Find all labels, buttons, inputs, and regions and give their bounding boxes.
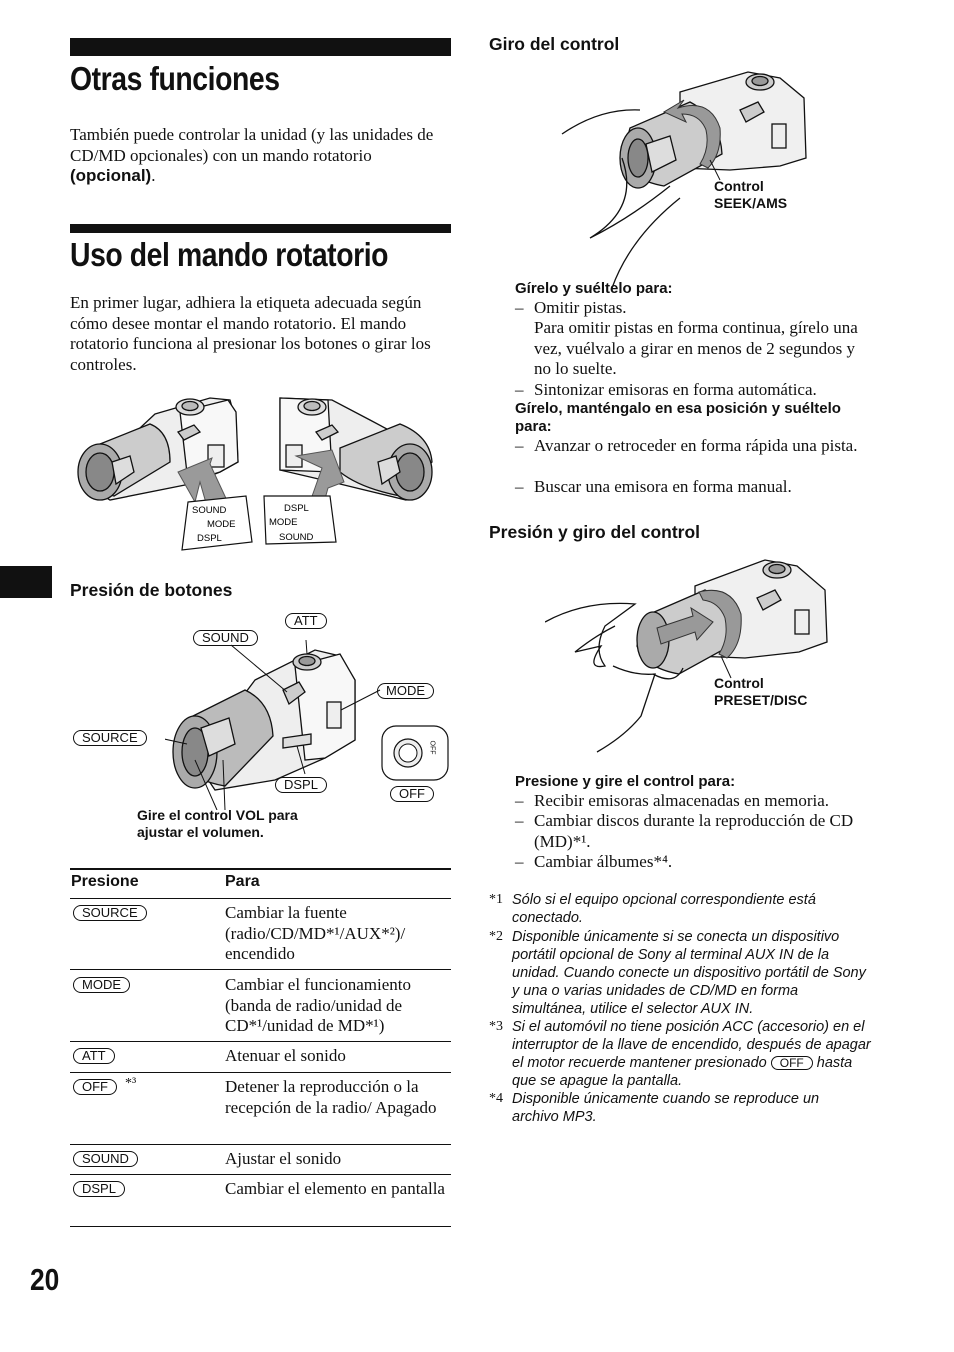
dash-marker: – [515, 380, 524, 399]
title-rule-2 [70, 224, 451, 233]
table-top-rule [70, 868, 451, 870]
dash-marker: – [515, 477, 524, 496]
pressrotate-sub: Presione y gire el control para: [515, 773, 736, 790]
preset-disc-illustration [545, 556, 835, 756]
intro-paragraph: También puede controlar la unidad (y las unidades de CD/MD opcionales) con un mando rotatorio (opcional). [70, 125, 434, 185]
table-desc-source: Cambiar la fuente (radio/CD/MD*¹/AUX*²)/ encendido [225, 903, 406, 963]
dash-marker: – [515, 852, 524, 871]
seek-ams-label-1: Control [714, 178, 764, 194]
table-row-rule [70, 969, 451, 970]
sticker-left-line3: DSPL [197, 533, 222, 544]
section-tab-marker [0, 566, 52, 598]
table-bottom-rule [70, 1226, 451, 1227]
dash-marker: – [515, 298, 524, 317]
table-key-att: ATT [73, 1048, 115, 1064]
preset-disc-label-1: Control [714, 675, 764, 691]
table-desc-att: Atenuar el sonido [225, 1046, 346, 1065]
seek-ams-label-2: SEEK/AMS [714, 195, 788, 211]
footnote-off-key: OFF [771, 1056, 813, 1070]
page-number: 20 [30, 1262, 60, 1297]
seek-ams-illustration [560, 68, 820, 292]
table-col-presione: Presione [71, 873, 139, 890]
dash-marker: – [515, 811, 524, 830]
sticker-right-line2: MODE [269, 517, 298, 528]
table-desc-dspl: Cambiar el elemento en pantalla [225, 1179, 445, 1198]
dspl-callout: DSPL [275, 777, 327, 793]
rotate-heading: Giro del control [489, 34, 620, 54]
table-desc-mode: Cambiar el funcionamiento (banda de radio/unidad de CD*¹/unidad de MD*¹) [225, 975, 411, 1035]
section-title-uso-mando: Uso del mando rotatorio [70, 236, 389, 273]
table-desc-off: Detener la reproducción o la recepción de la radio/ Apagado [225, 1077, 437, 1117]
table-desc-sound: Ajustar el sonido [225, 1149, 342, 1168]
table-key-source: SOURCE [73, 905, 147, 921]
table-header-rule [70, 898, 451, 899]
rotate-item1-detail: Para omitir pistas en forma continua, gírelo una vez, vuélvalo a girar en menos de 2 segundos y no lo suelte. [534, 318, 858, 378]
sticker-right-line1: DSPL [284, 503, 309, 514]
sound-callout: SOUND [193, 630, 258, 646]
off-callout: OFF [390, 786, 434, 802]
sticker-left-line1: SOUND [192, 505, 227, 516]
table-row-rule [70, 1041, 451, 1042]
source-callout: SOURCE [73, 730, 147, 746]
buttons-heading: Presión de botones [70, 580, 233, 600]
sticker-right-line3: SOUND [279, 532, 314, 543]
rotate-sub1: Gírelo y suéltelo para: [515, 280, 673, 297]
table-col-para: Para [225, 873, 260, 890]
usage-paragraph: En primer lugar, adhiera la etiqueta adecuada según cómo desee montar el mando rotatorio. El mando rotatorio funciona al presionar los botones o girar los controles. [70, 293, 431, 374]
right-knob-drawing [280, 398, 432, 500]
title-rule-1 [70, 38, 451, 56]
mode-callout: MODE [377, 683, 434, 699]
table-row-rule [70, 1144, 451, 1145]
table-key-sound: SOUND [73, 1151, 138, 1167]
table-row-rule [70, 1174, 451, 1175]
table-key-dspl: DSPL [73, 1181, 125, 1197]
dash-marker: – [515, 436, 524, 455]
off-switch-text: OFF [428, 740, 436, 755]
table-note-off: *³ [125, 1076, 137, 1091]
table-row-rule [70, 1072, 451, 1073]
label-mount-illustration [70, 392, 450, 557]
vol-caption: Gire el control VOL para ajustar el volumen. [137, 807, 298, 840]
rotate-sub2: Gírelo, manténgalo en esa posición y suéltelo para: [515, 400, 841, 435]
preset-disc-label-2: PRESET/DISC [714, 692, 808, 708]
section-title-otras-funciones: Otras funciones [70, 60, 280, 97]
sticker-left-line2: MODE [207, 519, 236, 530]
dash-marker: – [515, 791, 524, 810]
att-callout: ATT [285, 613, 327, 629]
pressrotate-heading: Presión y giro del control [489, 522, 701, 542]
table-key-off: OFF [73, 1079, 117, 1095]
table-key-mode: MODE [73, 977, 130, 993]
